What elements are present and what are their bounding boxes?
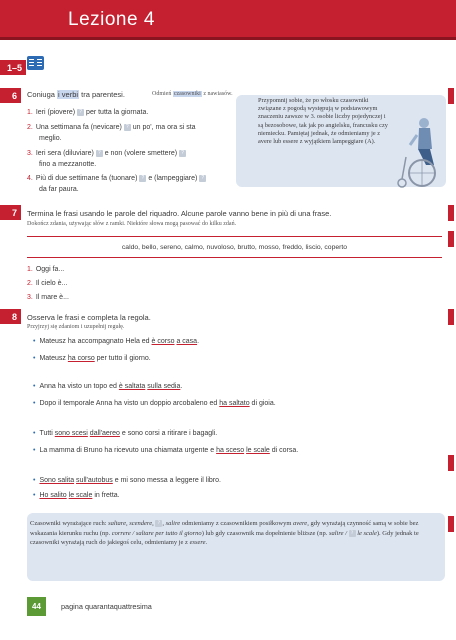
- gap-box[interactable]: ?: [179, 150, 186, 157]
- tab-exercise-7: 7: [0, 205, 21, 220]
- list-item: 3. Ieri sera (diluviare) ? e non (volere smettere) ?: [27, 149, 186, 159]
- ex8-instruction: Osserva le frasi e completa la regola.: [27, 313, 151, 322]
- gap-box[interactable]: ?: [124, 124, 131, 131]
- edge-mark: [448, 205, 454, 221]
- edge-mark: [448, 455, 454, 471]
- list-item: 1. Ieri (piovere) ? per tutta la giornata.: [27, 108, 149, 116]
- book-icon: [27, 56, 44, 70]
- list-item-cont: da far paura.: [39, 186, 79, 193]
- list-item: 2. Una settimana fa (nevicare) ? un po', ma ora si sta: [27, 123, 196, 131]
- edge-mark: [448, 309, 454, 325]
- tab-exercises-1-5: 1–5: [0, 60, 26, 75]
- page-number: 44: [27, 597, 46, 616]
- rule-text: Czasowniki wyrażające ruch: saltare, scendere, ? , salire odmieniamy z czasownikiem posiłkowym avere, gdy wyrażają czynność samą w sobie bez wskazania kierunku ruchu (np. correre / saltare per tutto il giorno) lub gdy czasownik ma dopełnienie bliższe (np. salire / ? le scale). Gdy jednak te czasowniki wyrażają ruch do jakiegoś celu, odmieniamy je z essere.: [30, 520, 419, 546]
- sentence-item: • Ho salito le scale in fretta.: [33, 492, 120, 499]
- sentence-item: • Dopo il temporale Anna ha visto un doppio arcobaleno ed ha saltato di gioia.: [33, 400, 276, 407]
- ex8-subinstruction: Przyjrzyj się zdaniom i uzupełnij regułę.: [27, 324, 125, 330]
- grammar-note-text: Przypomnij sobie, że po włosku czasowniki związane z pogodą występują w podstawowym znaczeniu zawsze w 3. osobie liczby pojedynczej i są bezosobowe, tak jak po angielsku, francusku czy niemiecku. Pamiętaj jednak, że odmieniamy je z avere lub essere z wyjątkiem lampeggiare (A).: [258, 97, 388, 146]
- gap-box[interactable]: ?: [77, 109, 84, 116]
- list-item-cont: fino a mezzanotte.: [39, 161, 97, 168]
- header-stripe: [0, 37, 456, 40]
- sentence-item: • Tutti sono scesi dall'aereo e sono corsi a ritirare i bagagli.: [33, 430, 218, 437]
- ex7-instruction: Termina le frasi usando le parole del riquadro. Alcune parole vanno bene in più di una frase.: [27, 209, 332, 218]
- edge-mark: [448, 231, 454, 247]
- gap-box[interactable]: ?: [199, 175, 206, 182]
- list-item: 2. Il cielo è...: [27, 280, 68, 287]
- ex6-instruction: Coniuga i verbi tra parentesi.: [27, 90, 125, 99]
- gap-box[interactable]: ?: [139, 175, 146, 182]
- edge-mark: [448, 516, 454, 532]
- ex7-subinstruction: Dokończ zdania, używając słów z ramki. Niektóre słowa mogą pasować do kilku zdań.: [27, 221, 237, 227]
- page-header: [0, 0, 456, 40]
- page-label: pagina quarantaquattresima: [61, 602, 152, 611]
- lesson-title: Lezione 4: [68, 9, 155, 30]
- gap-box[interactable]: ?: [349, 530, 356, 537]
- word-bank: caldo, bello, sereno, calmo, nuvoloso, brutto, mosso, freddo, liscio, coperto: [27, 236, 442, 258]
- wheelchair-woman-illustration: [390, 115, 445, 190]
- sentence-item: • Anna ha visto un topo ed è saltata sulla sedia.: [33, 383, 183, 390]
- list-item: 4. Più di due settimane fa (tuonare) ? e (lampeggiare) ?: [27, 174, 206, 184]
- ex6-subinstruction: Odmień czasowniki z nawiasów.: [152, 91, 233, 97]
- edge-mark: [448, 88, 454, 104]
- gap-box[interactable]: ?: [155, 520, 162, 527]
- ex8-sentences: [33, 338, 443, 508]
- sentence-item: • Mateusz ha corso per tutto il giorno.: [33, 355, 151, 362]
- sentence-item: • La mamma di Bruno ha ricevuto una chiamata urgente e ha sceso le scale di corsa.: [33, 447, 299, 454]
- gap-box[interactable]: ?: [96, 150, 103, 157]
- sentence-item: • Mateusz ha accompagnato Hela ed è corso a casa.: [33, 338, 200, 345]
- list-item: 1. Oggi fa...: [27, 266, 65, 273]
- list-item-cont: meglio.: [39, 135, 62, 142]
- list-item: 3. Il mare è...: [27, 294, 69, 301]
- tab-exercise-6: 6: [0, 88, 21, 103]
- tab-exercise-8: 8: [0, 309, 21, 324]
- sentence-item: • Sono salita sull'autobus e mi sono messa a leggere il libro.: [33, 477, 221, 484]
